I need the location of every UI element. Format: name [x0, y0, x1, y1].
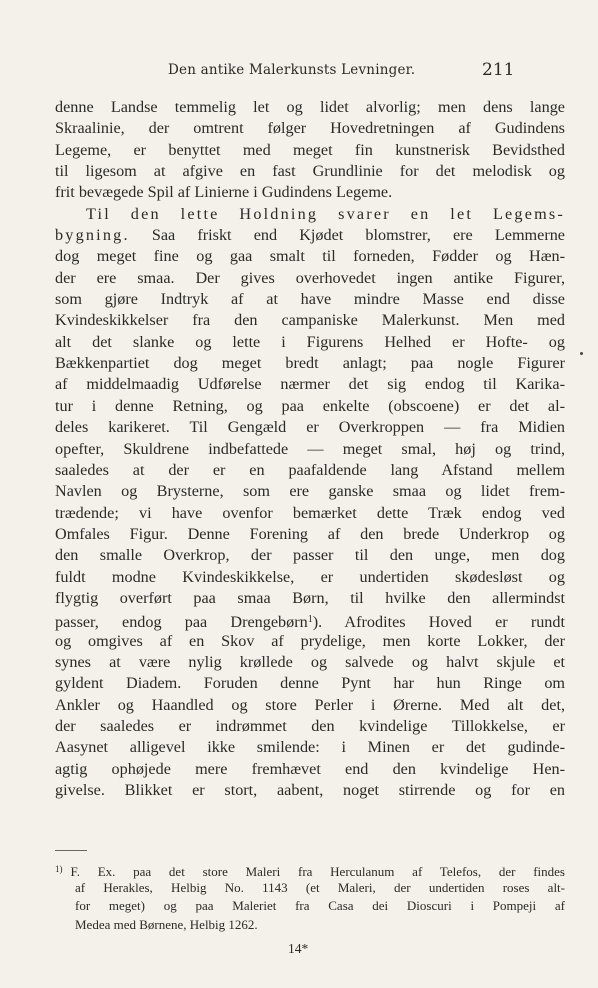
text-fragment: svarer en let Legems-	[318, 204, 565, 223]
text-line: opefter, Skuldrene indbefattede — meget smal, høj og trind,	[55, 439, 565, 458]
text-line: givelse. Blikket er stort, aabent, noget stirrende og for en	[55, 781, 565, 799]
text-line: gyldent Diadem. Foruden denne Pynt har hun Ringe om	[55, 674, 565, 693]
text-line: fuldt modne Kvindeskikkelse, er undertiden skødesløst og	[55, 567, 565, 586]
text-line-paragraph-start	[55, 204, 565, 225]
text-line: Legeme, er benyttet med meget fin kunstnerisk Bevidsthed	[55, 140, 565, 159]
text-line: Kvindeskikkelser fra den campaniske Malerkunst. Men med	[55, 311, 565, 330]
text-line: trædende; vi have ovenfor bemærket dette Træk endog ved	[55, 503, 565, 522]
text-line: Bækkenpartiet dog meget bredt anlagt; paa nogle Figurer	[55, 354, 565, 373]
text-line: til ligesom at afgive en fast Grundlinie for det melodisk og	[55, 162, 565, 181]
text-line: alt det slanke og lette i Figurens Helhed er Hofte- og	[55, 332, 565, 351]
footnote-line: Medea med Børnene, Helbig 1262.	[75, 916, 258, 932]
text-line: flygtig overført paa smaa Børn, til hvilke den allermindst	[55, 588, 565, 607]
text-line: den smalle Overkrop, der passer til den unge, men dog	[55, 546, 565, 565]
footnote-line: for meget) og paa Maleriet fra Casa dei Dioscuri i Pompeji af	[75, 898, 565, 913]
footnote-marker: 1)	[55, 864, 63, 874]
text-line: agtig ophøjede mere fremhævet end den kvindelige Hen-	[55, 759, 565, 778]
emphasis-text: Til den lette Holdning	[86, 204, 319, 223]
footnote-divider	[55, 850, 87, 851]
text-line	[55, 225, 565, 246]
footnote-line: af Herakles, Helbig No. 1143 (et Maleri, der undertiden roses alt-	[75, 879, 565, 895]
text-line: saaledes at der er en paafaldende lang Afstand mellem	[55, 460, 565, 479]
page-header	[0, 56, 598, 86]
text-line: synes at være nylig krøllede og salvede og halvt skjule et	[55, 652, 565, 671]
text-line: Aasynet alligevel ikke smilende: i Minen er det gudinde-	[55, 738, 565, 757]
text-line: deles karikeret. Til Gengæld er Overkroppen — fra Midien	[55, 418, 565, 437]
text-line: Omfales Figur. Denne Forening af den brede Underkrop og	[55, 524, 565, 543]
text-line: dog meget fine og gaa smalt til forneden, Fødder og Hæn-	[55, 247, 565, 266]
text-fragment: ). Afrodites Hoved er rundt	[312, 613, 565, 632]
text-fragment: Saa friskt end Kjødet blomstrer, ere Lemmerne	[129, 226, 565, 245]
footnote	[55, 860, 565, 934]
text-line: som gjøre Indtryk af at have mindre Masse end disse	[55, 290, 565, 309]
page-number: 211	[482, 60, 515, 80]
running-title: Den antike Malerkunsts Levninger.	[168, 62, 416, 78]
footnote-text: F. Ex. paa det store Maleri fra Herculanum af Telefos, der findes	[70, 864, 565, 879]
text-line: frit bevægede Spil af Linierne i Gudindens Legeme.	[55, 183, 393, 202]
footnote-line	[55, 860, 565, 879]
text-line: og omgives af en Skov af prydelige, men korte Lokker, der	[55, 631, 565, 650]
text-line: der ere smaa. Der gives overhovedet ingen antike Figurer,	[55, 268, 565, 287]
text-line: Skraalinie, der omtrent følger Hovedretningen af Gudindens	[55, 119, 565, 138]
signature-mark: 14*	[288, 941, 309, 956]
text-line: tur i denne Retning, og paa enkelte (obscoene) er det al-	[55, 396, 565, 415]
text-line: Navlen og Brysterne, som ere ganske smaa og lidet frem-	[55, 482, 565, 501]
text-line: af middelmaadig Udførelse nærmer det sig endog til Karika-	[55, 375, 565, 394]
margin-mark	[580, 352, 583, 355]
text-line-with-footnote-ref	[55, 609, 565, 630]
text-line: Ankler og Haandled og store Perler i Ørerne. Med alt det,	[55, 695, 565, 714]
text-line: denne Landse temmelig let og lidet alvorlig; men dens lange	[55, 98, 565, 116]
text-line: der saaledes er indrømmet den kvindelige Tillokkelse, er	[55, 716, 565, 735]
text-fragment: passer, endog paa Drengebørn	[55, 613, 308, 632]
body-text	[55, 97, 565, 801]
footnote-reference[interactable]: 1	[307, 614, 313, 626]
emphasis-text: bygning.	[55, 226, 130, 245]
